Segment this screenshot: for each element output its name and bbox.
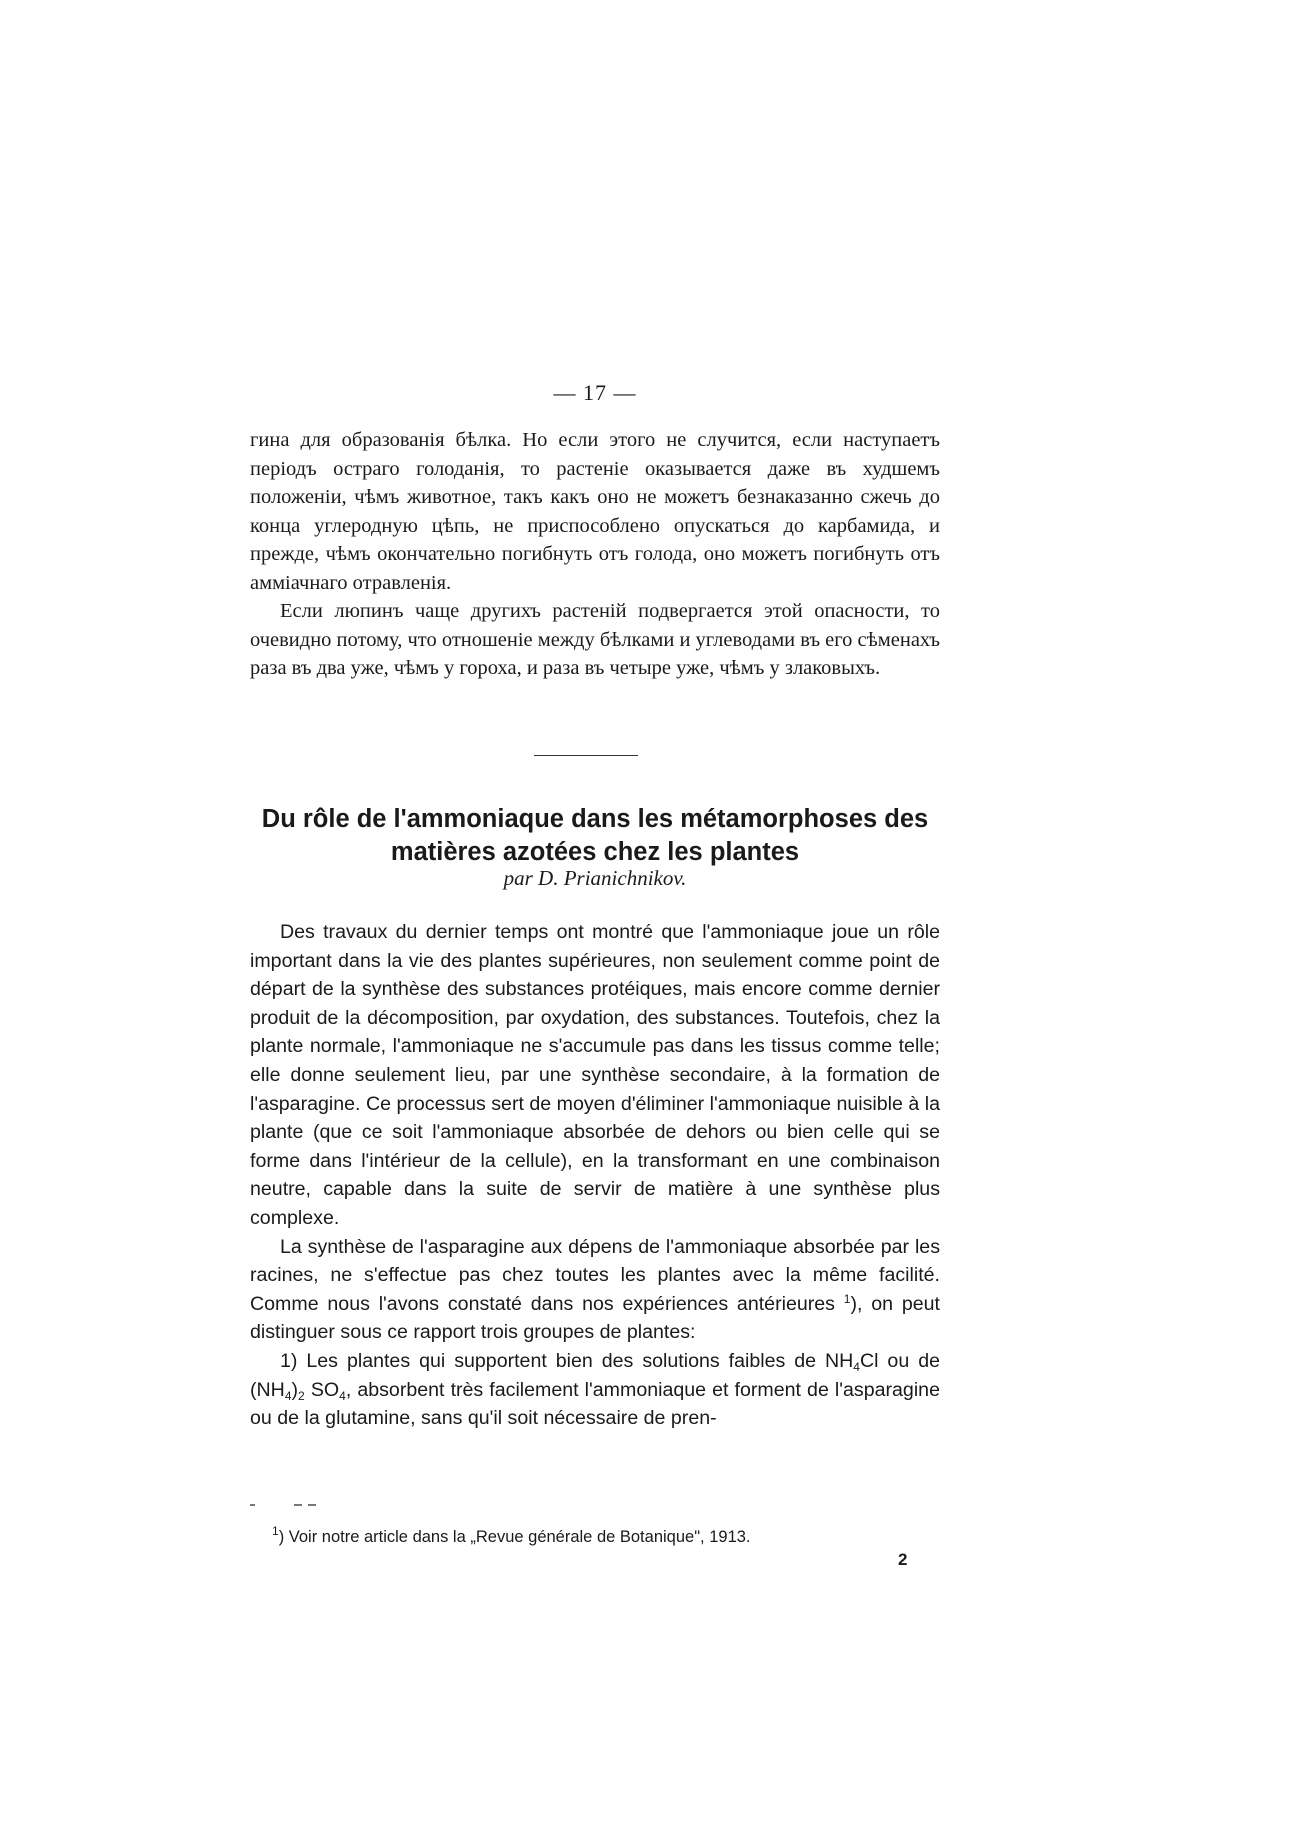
print-smudge <box>250 1504 940 1510</box>
russian-text-block <box>250 426 940 683</box>
french-paragraph-2 <box>250 1233 940 1347</box>
formula-subscript: 4 <box>339 1388 346 1403</box>
footnote-marker: 1 <box>272 1524 279 1538</box>
french-paragraph-3-text-e: , absorbent très facilement l'ammoniaque et forment de l'asparagine ou de la glutamine, sans qu'il soit nécessaire de pren- <box>250 1378 940 1430</box>
french-paragraph-2-text-cont: ), on peut distinguer sous ce rapport trois groupes de plantes: <box>250 1292 940 1344</box>
article-title <box>232 803 958 869</box>
french-paragraph-3-text-a: 1) Les plantes qui supportent bien des solutions faibles de NH <box>280 1349 854 1372</box>
french-paragraph-2-text: La synthèse de l'asparagine aux dépens de l'ammoniaque absorbée par les racines, ne s'effectue pas chez toutes les plantes avec la même facilité. Comme nous l'avons constaté dans nos expériences antérieures <box>250 1235 940 1315</box>
footnote-text: ) Voir notre article dans la „Revue générale de Botanique", 1913. <box>278 1528 751 1546</box>
french-text-block <box>250 918 940 1433</box>
formula-subscript: 4 <box>284 1388 292 1403</box>
footnote <box>272 1524 751 1547</box>
french-paragraph-3 <box>250 1347 940 1433</box>
formula-subscript: 2 <box>298 1388 305 1403</box>
russian-paragraph-2: Если люпинъ чаще другихъ растеній подвергается этой опасности, то очевидно потому, что отношеніе между бѣлками и углеводами въ его сѣменахъ раза въ два уже, чѣмъ у гороха, и раза въ четыре уже, чѣмъ у злаковыхъ. <box>250 600 940 679</box>
footnote-reference: 1 <box>843 1291 851 1306</box>
article-title-line-1: Du rôle de l'ammoniaque dans les métamorphoses des <box>261 805 929 833</box>
formula-subscript: 4 <box>853 1359 860 1374</box>
french-paragraph-3-text-c: ) <box>291 1378 299 1401</box>
article-byline: par D. Prianichnikov. <box>503 866 687 890</box>
french-paragraph-3-text-b: Cl ou de (NH <box>250 1349 940 1401</box>
russian-paragraph-1: гина для образованія бѣлка. Но если этого не случится, если наступаетъ періодъ остраго голоданія, то растеніе оказывается даже въ худшемъ положеніи, чѣмъ животное, такъ какъ оно не можетъ безнаказанно сжечь до конца углеродную цѣпь, не приспособлено опускаться до карбамида, и прежде, чѣмъ окончательно погибнуть отъ голода, оно можетъ погибнуть отъ амміачнаго отравленія. <box>250 429 940 594</box>
french-paragraph-3-text-d: SO <box>304 1378 340 1401</box>
page-number: — 17 — <box>553 380 637 405</box>
article-title-line-2: matières azotées chez les plantes <box>390 838 800 866</box>
french-paragraph-1: Des travaux du dernier temps ont montré que l'ammoniaque joue un rôle important dans la vie des plantes supérieures, non seulement comme point de départ de la synthèse des substances protéiques, mais encore comme dernier produit de la décomposition, par oxydation, des substances. Toutefois, chez la plante normale, l'ammoniaque ne s'accumule pas dans les tissus comme telle; elle donne seulement lieu, par une synthèse secondaire, à la formation de l'asparagine. Ce processus sert de moyen d'éliminer l'ammoniaque nuisible à la plante (que ce soit l'ammoniaque absorbée de dehors ou bien celle qui se forme dans l'intérieur de la cellule), en la transformant en une combinaison neutre, capable dans la suite de servir de matière à une synthèse plus complexe. <box>250 921 940 1229</box>
section-separator-rule <box>534 755 638 756</box>
signature-mark: 2 <box>898 1550 908 1569</box>
